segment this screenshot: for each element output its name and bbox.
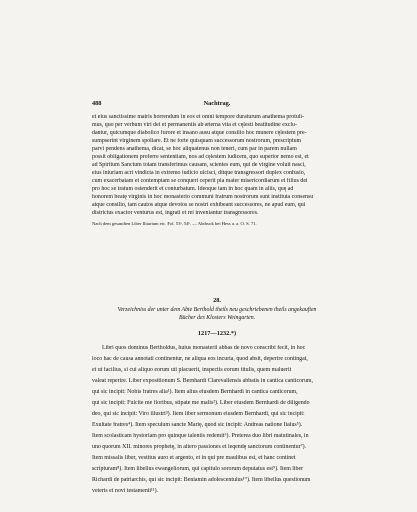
text-line: honorem beatę virginis in hoc monasterio communi fratrum nostrorum sunt instituta consensu [92, 194, 314, 200]
text-line: qui sic incipit: Fulcite me floribus, stipate me malis²). Liber eiusdem Bernhardi de diligendo [92, 400, 310, 406]
text-line: mus, quo per verbum viri dei et permanentis ab æterna vita et cęlesti beatitudine exclu- [92, 122, 297, 128]
text-line: Item scolasticam hystoriam pro quinque talentis redemit⁶). Preterea duo libri matutinales, in [92, 433, 309, 439]
document-title-line: Verzeichniss der unter dem Abte Berthold theils neu geschriebenen theils angekauften [117, 307, 317, 313]
text-line: ad Spiritum Sanctum totam transferimus causam, scientes eum, qui de virgine voluit nasci, [92, 162, 306, 168]
text-line: eius iniuriam acri vindicta in extremo iudicio ulcisci, ditque transgressori duplex confusio, [92, 170, 306, 176]
document-title-line: Bücher des Klosters Weingarten. [178, 315, 256, 321]
text-line: Libri quos dominus Bertholdus, huius monasterii abbas de novo conscribi fecit, in hoc [102, 345, 306, 351]
text-line: deo, qui sic incipit: Viro illustri³). Item liber sermonum eiusdem Bernhardi, qui sic incipit: [92, 411, 305, 417]
text-line: atque consilio, tam cautos atque devotos se nostri exhibeant successores, ne apud eum, qui [92, 202, 306, 208]
page-number: 488 [92, 100, 102, 107]
text-line: et eius sanctissime matris horrendum in eos et omni tempore duraturum anathema protuli- [92, 114, 305, 120]
page-header [92, 100, 342, 108]
text-line: parvi pendens anathema, dicat, se hoc aliquatenus non teneri, cum par in parem nullam [92, 146, 297, 152]
text-line: sumpserint virginem spoliare. Et ne forte quisquam successorum nostrorum, prescriptum [92, 138, 302, 144]
text-line: valeat reperire. Liber expositionum S. Bernhardi Clarevallensis abbatis in cantica canticorum, [92, 378, 313, 384]
text-line: uno quorum XII. minores prophetę, in altero passiones et leqendę sanctorum continentur⁷). [92, 444, 307, 450]
text-line: Richardi de patriarchis, qui sic incipit: Beniamin adolescentulus¹⁰). Item libellus questionum [92, 477, 311, 483]
text-line: Item missalis liber, vestitus auro et argento, et in qui pre maulibus est, et hanc continet [92, 455, 296, 461]
text-line: possit obligationem proferre sententiam, nos ad cęlestem iudicem, quo superior nemo est, et [92, 154, 309, 160]
source-footnote: Nach dem gesandten Liber Ilitarium etc. Fol. 53ᵃ, 54ᵇ. — Abdruck bei Hess a. a. O. S. 71. [92, 221, 257, 226]
document-number: 28. [213, 297, 221, 304]
text-line: dantur, quicumque diabolico furore et insano ausu atque consilio hoc munere cęlestem pre- [92, 130, 307, 136]
section-title: Nachtrag. [203, 100, 231, 107]
page-cut [92, 502, 342, 512]
text-line: scripturam⁸). Item libellus ewangeliorum, qui capitulo sororum deputatus est⁹). Item liber [92, 466, 304, 472]
text-line: Exultate fratres⁴). Item speculum sancte Marię, quod sic incipit: Andreas natione Italus⁵). [92, 422, 303, 428]
document-date: 1217—1232.*) [197, 330, 237, 337]
text-line: cum exacerbatam et contemptam se conqueri ceperit pia mater misericordiarum et filius dei [92, 178, 308, 184]
text-line: districtus exactor venturus est, ingrati et rei inveniantur transgressores. [92, 210, 259, 216]
text-line: pro hoc se iratum ostenderit et conturbatum. Ideoque tam in hoc quam in aliis, quę ad [92, 186, 294, 192]
text-line: veteris et novi testamenti¹¹). [92, 488, 159, 494]
text-line: loco hac de causa annotati continentur, ne aliqua eos incuria, quod absit, deperire contingat, [92, 356, 308, 362]
text-line: et ut facilius, si cui aliquo eorum uti placuerit, inspectis eorum titulis, quem maluerit [92, 367, 292, 373]
text-line: qui sic incipit: Nobis fratres alia¹). Item alius eiusdem Bernhardi in cantica canticorum, [92, 389, 298, 395]
